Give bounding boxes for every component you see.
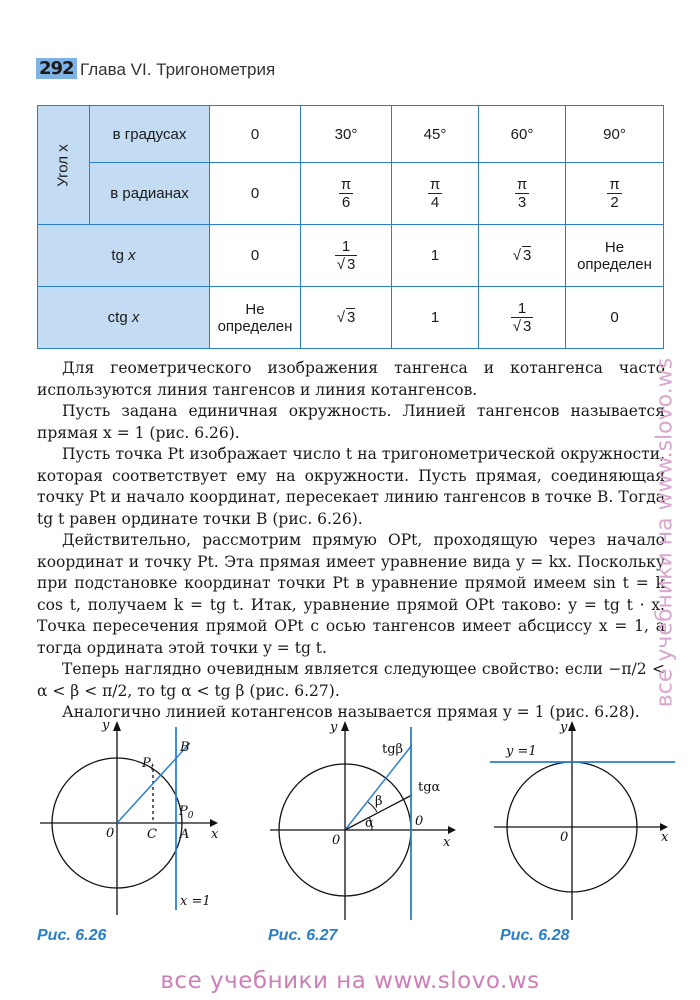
tg-cell: √ 3 — [479, 225, 566, 287]
x-label: x — [211, 827, 219, 842]
origin-label: 0 — [332, 833, 341, 848]
rad-cell: $\frac{\pi}{2}$ — [566, 163, 664, 225]
page-number: 292 — [36, 58, 77, 79]
chapter-title: Глава VI. Тригонометрия — [80, 60, 276, 79]
figure-6-26 — [30, 715, 230, 925]
tg-cell: 0 — [210, 225, 301, 287]
caption-6-26: Рис. 6.26 — [37, 927, 107, 944]
ctg-cell: √ 3 — [301, 287, 392, 349]
rad-cell: $\frac{\pi}{3}$ — [479, 163, 566, 225]
paragraph: Пусть точка Pt изображает число t на тригонометрической окружности, которая соответствует ему на окружности. Пусть прямая, соединяющая точку Pt и начало координат, пересекает линию тангенсов в точке B. Тогда tg t равен ординате точки B (рис. 6.26). — [37, 445, 665, 528]
y-label: y — [330, 720, 338, 735]
b-label: B — [180, 740, 190, 755]
paragraph: Теперь наглядно очевидным является следующее свойство: если −π/2 < α < β < π/2, то tg α < tg β (рис. 6.27). — [37, 660, 665, 700]
pt-label: $P_t$ — [142, 756, 155, 773]
deg-cell: 0 — [210, 106, 301, 163]
footer-watermark: все учебники на www.slovo.ws — [160, 968, 540, 994]
caption-6-27: Рис. 6.27 — [268, 927, 338, 944]
beta-label: β — [375, 794, 383, 809]
tgb-label: tgβ — [382, 742, 404, 757]
tg-cell: Не определен — [566, 225, 664, 287]
tga-label: tgα — [418, 780, 441, 795]
paragraph: Пусть задана единичная окружность. Линией тангенсов называется прямая x = 1 (рис. 6.26). — [37, 402, 665, 442]
rad-cell: $\frac{\pi}{4}$ — [392, 163, 479, 225]
caption-6-28: Рис. 6.28 — [500, 927, 570, 944]
line-label: x =1 — [180, 894, 211, 909]
line-label: y =1 — [506, 744, 537, 759]
degrees-header: в градусах — [90, 106, 210, 163]
rad-cell: $\frac{\pi}{6}$ — [301, 163, 392, 225]
y-label: y — [560, 720, 568, 735]
tg-cell: 1 — [392, 225, 479, 287]
zero-label: 0 — [415, 814, 424, 829]
origin-label: 0 — [560, 830, 569, 845]
radians-header: в радианах — [90, 163, 210, 225]
tg-header: tg x — [38, 225, 210, 287]
deg-cell: 90° — [566, 106, 664, 163]
paragraph: Аналогично линией котангенсов называется прямая y = 1 (рис. 6.28). — [62, 703, 640, 721]
figure-6-28 — [490, 715, 675, 925]
p0-label: $P_0$ — [179, 804, 194, 821]
trig-values-table — [37, 105, 664, 349]
y-label: y — [102, 718, 110, 733]
ctg-header: ctg x — [38, 287, 210, 349]
figure-6-27 — [260, 715, 460, 925]
page-header — [36, 58, 676, 84]
origin-label: 0 — [106, 826, 115, 841]
ctg-cell: $\frac{1}{√ 3}$ — [479, 287, 566, 349]
angle-header: Угол x — [38, 106, 90, 225]
ctg-cell: 0 — [566, 287, 664, 349]
tg-cell: $\frac{1}{√ 3}$ — [301, 225, 392, 287]
deg-cell: 30° — [301, 106, 392, 163]
rad-cell: 0 — [210, 163, 301, 225]
deg-cell: 45° — [392, 106, 479, 163]
alpha-label: α — [365, 816, 374, 831]
paragraph: Действительно, рассмотрим прямую OPt, проходящую через начало координат и точку Pt. Эта прямая имеет уравнение вида y = kx. Поскольку при подстановке координат точки Pt в уравнение прямой имеем sin t = k cos t, получаем k = tg t. Итак, уравнение прямой OPt таково: y = tg t · x. Точка пересечения прямой OPt с осью тангенсов имеет абсциссу x = 1, а тогда ордината этой точки y = tg t. — [37, 531, 665, 657]
ctg-cell: Не определен — [210, 287, 301, 349]
side-watermark: все учебники на www.slovo.ws — [652, 357, 678, 708]
x-label: x — [661, 830, 669, 845]
x-label: x — [443, 835, 451, 850]
paragraph: Для геометрического изображения тангенса и котангенса часто используются линия тангенсов и линия котангенсов. — [37, 359, 665, 399]
c-label: C — [147, 827, 157, 842]
ctg-cell: 1 — [392, 287, 479, 349]
deg-cell: 60° — [479, 106, 566, 163]
body-text — [37, 358, 665, 724]
a-label: A — [180, 827, 190, 842]
